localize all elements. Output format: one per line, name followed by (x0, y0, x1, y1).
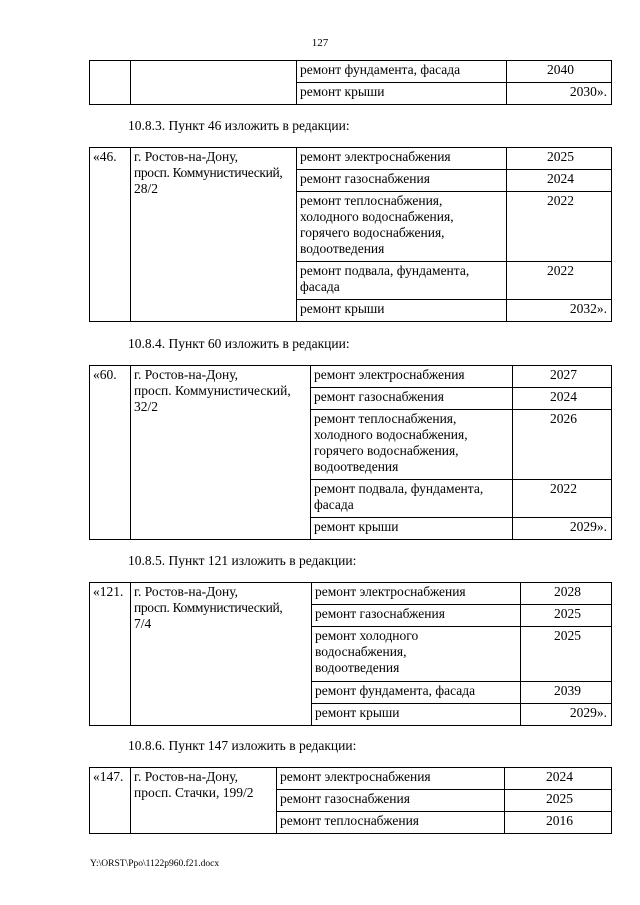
year-cell: 2028 (521, 583, 612, 605)
year-cell: 2024 (505, 768, 612, 790)
work-cell: ремонт электроснабжения (311, 366, 513, 388)
year-cell: 2022 (507, 262, 612, 300)
work-line: фасада (314, 497, 354, 512)
work-line: ремонт теплоснабжения, (300, 193, 443, 208)
work-line: холодного водоснабжения, (300, 209, 454, 224)
work-line: горячего водоснабжения, (300, 225, 445, 240)
year-cell: 2030». (507, 83, 612, 105)
year-cell: 2025 (505, 790, 612, 812)
work-cell (311, 480, 513, 518)
section-heading: 10.8.3. Пункт 46 изложить в редакции: (128, 118, 350, 133)
year-cell: 2040 (507, 61, 612, 83)
work-line: водоотведения (300, 241, 385, 256)
work-line: ремонт подвала, фундамента, (300, 263, 470, 278)
section-heading: 10.8.4. Пункт 60 изложить в редакции: (128, 336, 350, 351)
num-cell (90, 61, 131, 105)
year-cell: 2025 (521, 605, 612, 627)
address-city: г. Ростов-на-Дону, (134, 149, 239, 164)
year-cell: 2022 (513, 480, 612, 518)
work-cell: ремонт электроснабжения (277, 768, 505, 790)
work-cell (312, 627, 521, 682)
work-cell (297, 262, 507, 300)
year-cell: 2025 (507, 148, 612, 170)
work-cell: ремонт газоснабжения (297, 170, 507, 192)
table-row (90, 366, 612, 388)
section-heading: 10.8.6. Пункт 147 изложить в редакции: (128, 738, 357, 753)
address-street: просп. Коммунистический, (134, 383, 291, 398)
works-table-46 (89, 147, 612, 322)
work-line: холодного водоснабжения, (314, 427, 468, 442)
work-cell: ремонт крыши (297, 300, 507, 322)
table-row (90, 61, 612, 83)
work-cell: ремонт газоснабжения (312, 605, 521, 627)
works-table-60 (89, 365, 612, 540)
page-number: 127 (311, 37, 329, 49)
address-cell (131, 768, 277, 834)
item-number: «60. (90, 366, 131, 540)
address-street: просп. Коммунистический, (134, 165, 283, 180)
work-cell: ремонт электроснабжения (297, 148, 507, 170)
address-building: 32/2 (134, 399, 159, 414)
year-cell: 2025 (521, 627, 612, 682)
year-cell: 2016 (505, 812, 612, 834)
item-number: «121. (90, 583, 131, 726)
year-cell: 2032». (507, 300, 612, 322)
year-cell: 2024 (513, 388, 612, 410)
address-building: 7/4 (134, 616, 152, 631)
table-row (90, 148, 612, 170)
work-cell: ремонт фундамента, фасада (312, 682, 521, 704)
work-cell: ремонт крыши (311, 518, 513, 540)
table-row (90, 583, 612, 605)
work-cell: ремонт газоснабжения (311, 388, 513, 410)
work-line: ремонт холодного (315, 628, 419, 643)
year-cell: 2024 (507, 170, 612, 192)
works-table-continuation (89, 60, 612, 105)
year-cell: 2027 (513, 366, 612, 388)
address-city: г. Ростов-на-Дону, (134, 584, 239, 599)
work-cell: ремонт фундамента, фасада (297, 61, 507, 83)
item-number: «46. (90, 148, 131, 322)
work-cell: ремонт теплоснабжения (277, 812, 505, 834)
document-path-footer: Y:\ORST\Ppo\1122p960.f21.docx (90, 859, 220, 869)
item-number: «147. (90, 768, 131, 834)
address-cell (131, 61, 297, 105)
work-line: водоотведения (314, 459, 399, 474)
address-cell (131, 366, 311, 540)
work-line: ремонт теплоснабжения, (314, 411, 457, 426)
year-cell: 2029». (513, 518, 612, 540)
work-line: фасада (300, 279, 340, 294)
year-cell: 2039 (521, 682, 612, 704)
work-cell: ремонт крыши (312, 704, 521, 726)
address-cell (131, 148, 297, 322)
address-cell (131, 583, 312, 726)
year-cell: 2026 (513, 410, 612, 480)
address-building: 28/2 (134, 181, 159, 196)
address-city: г. Ростов-на-Дону, (134, 769, 239, 784)
work-line: водоотведения (315, 660, 400, 675)
work-cell (311, 410, 513, 480)
work-line: водоснабжения, (315, 644, 407, 659)
year-cell: 2022 (507, 192, 612, 262)
work-line: ремонт подвала, фундамента, (314, 481, 484, 496)
works-table-121 (89, 582, 612, 726)
section-heading: 10.8.5. Пункт 121 изложить в редакции: (128, 553, 357, 568)
address-street: просп. Стачки, 199/2 (134, 785, 254, 800)
table-row (90, 768, 612, 790)
works-table-147 (89, 767, 612, 834)
work-cell (297, 192, 507, 262)
address-city: г. Ростов-на-Дону, (134, 367, 239, 382)
work-line: горячего водоснабжения, (314, 443, 459, 458)
work-cell: ремонт электроснабжения (312, 583, 521, 605)
work-cell: ремонт газоснабжения (277, 790, 505, 812)
work-cell: ремонт крыши (297, 83, 507, 105)
year-cell: 2029». (521, 704, 612, 726)
address-street: просп. Коммунистический, (134, 600, 283, 615)
